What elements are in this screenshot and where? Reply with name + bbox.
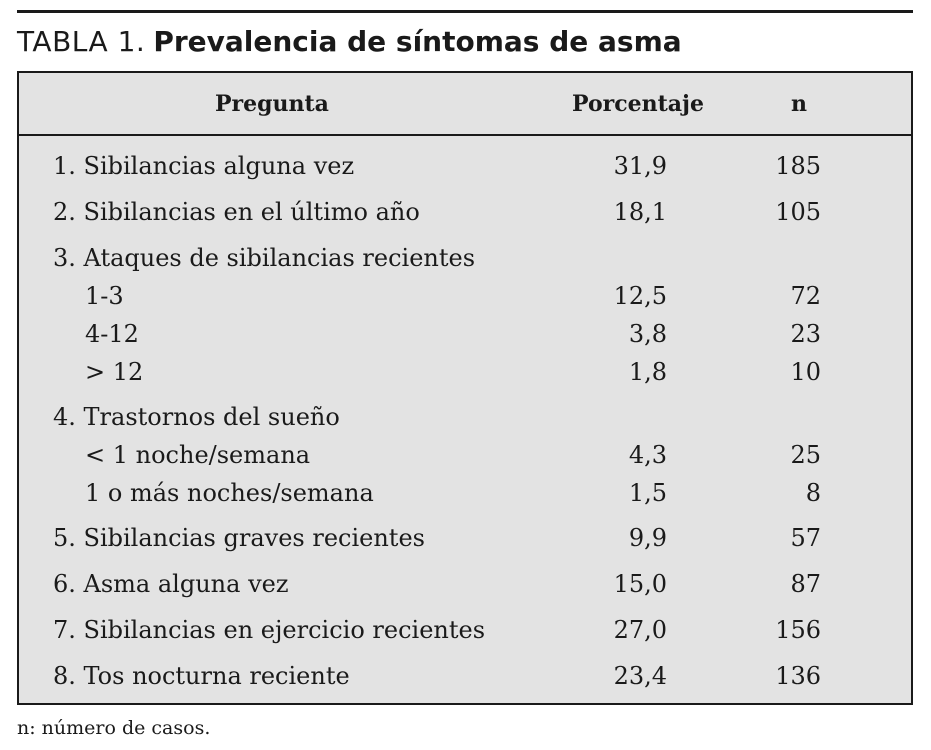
row-n: 105	[775, 198, 821, 226]
table-number: TABLA 1.	[17, 25, 146, 58]
row-label: 6. Asma alguna vez	[53, 570, 289, 598]
row-porcentaje: 3,8	[628, 320, 667, 348]
top-rule	[17, 10, 913, 13]
table-row	[19, 523, 911, 553]
table-row	[19, 151, 911, 181]
header-n: n	[791, 91, 807, 117]
row-porcentaje: 1,8	[628, 358, 667, 386]
row-porcentaje: 9,9	[628, 524, 667, 552]
row-n: 87	[790, 570, 821, 598]
table-row	[19, 319, 911, 349]
row-label: 2. Sibilancias en el último año	[53, 198, 420, 226]
row-n: 156	[775, 616, 821, 644]
table-row	[19, 281, 911, 311]
row-label: < 1 noche/semana	[85, 441, 311, 469]
row-label: 1 o más noches/semana	[85, 479, 374, 507]
row-n: 57	[790, 524, 821, 552]
row-label: 8. Tos nocturna reciente	[53, 662, 350, 690]
row-porcentaje: 18,1	[613, 198, 667, 226]
row-porcentaje: 1,5	[628, 479, 667, 507]
header-porcentaje: Porcentaje	[572, 91, 704, 117]
header-pregunta: Pregunta	[215, 91, 329, 117]
row-n: 8	[805, 479, 821, 507]
table-title	[17, 22, 682, 62]
table-header	[19, 73, 911, 136]
row-n: 136	[775, 662, 821, 690]
table-row	[19, 197, 911, 227]
data-table	[17, 71, 913, 705]
row-porcentaje: 23,4	[613, 662, 667, 690]
row-n: 185	[775, 152, 821, 180]
table-row	[19, 243, 911, 273]
row-label: 4-12	[85, 320, 139, 348]
row-label: > 12	[85, 358, 144, 386]
row-n: 25	[790, 441, 821, 469]
row-label: 7. Sibilancias en ejercicio recientes	[53, 616, 486, 644]
row-label: 4. Trastornos del sueño	[53, 403, 340, 431]
row-n: 23	[790, 320, 821, 348]
table-row	[19, 661, 911, 691]
row-n: 72	[790, 282, 821, 310]
row-porcentaje: 15,0	[613, 570, 667, 598]
table-row	[19, 440, 911, 470]
table-caption: Prevalencia de síntomas de asma	[153, 25, 682, 58]
row-label: 1. Sibilancias alguna vez	[53, 152, 355, 180]
row-label: 3. Ataques de sibilancias recientes	[53, 244, 476, 272]
row-n: 10	[790, 358, 821, 386]
table-row	[19, 569, 911, 599]
row-porcentaje: 31,9	[613, 152, 667, 180]
table-row	[19, 357, 911, 387]
table-row	[19, 478, 911, 508]
row-label: 1-3	[85, 282, 124, 310]
table-footnote: n: número de casos.	[17, 717, 211, 739]
row-porcentaje: 12,5	[613, 282, 667, 310]
row-label: 5. Sibilancias graves recientes	[53, 524, 425, 552]
table-row	[19, 615, 911, 645]
row-porcentaje: 27,0	[613, 616, 667, 644]
row-porcentaje: 4,3	[628, 441, 667, 469]
table-row	[19, 402, 911, 432]
